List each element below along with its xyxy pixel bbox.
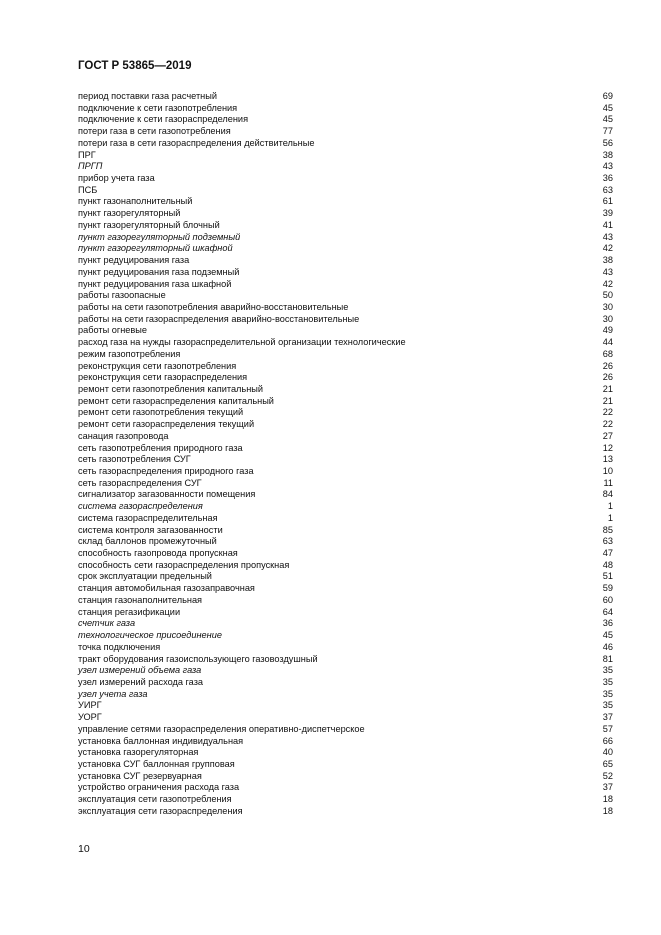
index-entry bbox=[78, 138, 613, 150]
alphabetical-index bbox=[78, 91, 613, 818]
index-term: технологическое присоединение bbox=[78, 630, 222, 641]
index-page-ref: 56 bbox=[602, 137, 613, 148]
index-page-ref: 50 bbox=[602, 290, 613, 301]
index-entry bbox=[78, 665, 613, 677]
index-page-ref: 30 bbox=[602, 313, 613, 324]
index-entry bbox=[78, 771, 613, 783]
index-entry bbox=[78, 384, 613, 396]
index-entry bbox=[78, 361, 613, 373]
index-entry bbox=[78, 196, 613, 208]
index-page-ref: 84 bbox=[602, 489, 613, 500]
index-entry bbox=[78, 583, 613, 595]
index-term: способность сети газораспределения пропускная bbox=[78, 559, 290, 570]
index-page-ref: 35 bbox=[602, 700, 613, 711]
index-entry bbox=[78, 548, 613, 560]
index-entry bbox=[78, 290, 613, 302]
index-entry bbox=[78, 782, 613, 794]
index-entry bbox=[78, 489, 613, 501]
index-page-ref: 26 bbox=[602, 360, 613, 371]
index-page-ref: 69 bbox=[602, 91, 613, 101]
index-term: расход газа на нужды газораспределительной организации технологические bbox=[78, 337, 406, 348]
index-term: ремонт сети газопотребления текущий bbox=[78, 407, 244, 418]
index-term: система газораспределительная bbox=[78, 512, 218, 523]
index-page-ref: 59 bbox=[602, 583, 613, 594]
index-entry bbox=[78, 419, 613, 431]
index-page-ref: 60 bbox=[602, 594, 613, 605]
index-entry bbox=[78, 443, 613, 455]
index-entry bbox=[78, 677, 613, 689]
index-page-ref: 45 bbox=[602, 630, 613, 641]
index-entry bbox=[78, 267, 613, 279]
index-entry bbox=[78, 114, 613, 126]
index-term: управление сетями газораспределения оперативно-диспетчерское bbox=[78, 723, 365, 734]
index-entry bbox=[78, 396, 613, 408]
index-term: сеть газопотребления природного газа bbox=[78, 442, 243, 453]
index-page-ref: 22 bbox=[602, 419, 613, 430]
index-page-ref: 38 bbox=[602, 255, 613, 266]
index-term: ПСБ bbox=[78, 184, 98, 195]
index-page-ref: 85 bbox=[602, 524, 613, 535]
index-page-ref: 61 bbox=[602, 196, 613, 207]
index-page-ref: 36 bbox=[602, 173, 613, 184]
index-entry bbox=[78, 466, 613, 478]
index-term: пункт газорегуляторный bbox=[78, 208, 181, 219]
index-term: эксплуатация сети газораспределения bbox=[78, 805, 243, 816]
index-entry bbox=[78, 220, 613, 232]
index-page-ref: 46 bbox=[602, 641, 613, 652]
index-term: работы на сети газопотребления аварийно-восстановительные bbox=[78, 301, 349, 312]
index-term: станция газонаполнительная bbox=[78, 594, 203, 605]
index-term: пункт редуцирования газа подземный bbox=[78, 266, 240, 277]
index-page-ref: 66 bbox=[602, 735, 613, 746]
index-page-ref: 21 bbox=[602, 395, 613, 406]
index-term: прибор учета газа bbox=[78, 173, 155, 184]
index-entry bbox=[78, 407, 613, 419]
index-term: санация газопровода bbox=[78, 430, 169, 441]
index-entry bbox=[78, 173, 613, 185]
index-page-ref: 13 bbox=[602, 454, 613, 465]
index-page-ref: 26 bbox=[602, 372, 613, 383]
index-term: УИРГ bbox=[78, 700, 102, 711]
index-page-ref: 35 bbox=[602, 665, 613, 676]
index-term: установка СУГ резервуарная bbox=[78, 770, 202, 781]
index-page-ref: 35 bbox=[602, 688, 613, 699]
index-entry bbox=[78, 571, 613, 583]
index-page-ref: 47 bbox=[602, 548, 613, 559]
index-term: сеть газопотребления СУГ bbox=[78, 454, 191, 465]
index-term: срок эксплуатации предельный bbox=[78, 571, 212, 582]
index-entry bbox=[78, 806, 613, 818]
index-entry bbox=[78, 536, 613, 548]
index-entry bbox=[78, 454, 613, 466]
index-page-ref: 68 bbox=[602, 348, 613, 359]
index-term: счетчик газа bbox=[78, 618, 136, 629]
index-term: установка баллонная индивидуальная bbox=[78, 735, 244, 746]
index-term: устройство ограничения расхода газа bbox=[78, 782, 240, 793]
index-term: эксплуатация сети газопотребления bbox=[78, 794, 232, 805]
index-term: реконструкция сети газопотребления bbox=[78, 360, 237, 371]
index-page-ref: 43 bbox=[602, 266, 613, 277]
index-term: установка СУГ баллонная групповая bbox=[78, 758, 235, 769]
index-page-ref: 39 bbox=[602, 208, 613, 219]
index-term: способность газопровода пропускная bbox=[78, 548, 238, 559]
index-entry bbox=[78, 232, 613, 244]
index-entry bbox=[78, 325, 613, 337]
index-entry bbox=[78, 91, 613, 103]
index-entry bbox=[78, 337, 613, 349]
index-term: подключение к сети газораспределения bbox=[78, 114, 249, 125]
index-page-ref: 48 bbox=[602, 559, 613, 570]
index-term: пункт газорегуляторный шкафной bbox=[78, 243, 233, 254]
index-term: станция автомобильная газозаправочная bbox=[78, 583, 255, 594]
index-entry bbox=[78, 525, 613, 537]
index-entry bbox=[78, 654, 613, 666]
index-page-ref: 63 bbox=[602, 536, 613, 547]
index-entry bbox=[78, 255, 613, 267]
index-page-ref: 64 bbox=[602, 606, 613, 617]
index-entry bbox=[78, 724, 613, 736]
index-term: ПРГ bbox=[78, 149, 96, 160]
index-term: работы огневые bbox=[78, 325, 147, 336]
index-term: узел измерений расхода газа bbox=[78, 676, 204, 687]
index-term: узел учета газа bbox=[78, 688, 148, 699]
index-page-ref: 49 bbox=[602, 325, 613, 336]
index-term: сеть газораспределения СУГ bbox=[78, 477, 202, 488]
index-page-ref: 18 bbox=[602, 794, 613, 805]
index-page-ref: 45 bbox=[602, 102, 613, 113]
index-term: система газораспределения bbox=[78, 501, 203, 512]
index-entry bbox=[78, 243, 613, 255]
index-page-ref: 52 bbox=[602, 770, 613, 781]
index-page-ref: 81 bbox=[602, 653, 613, 664]
index-term: установка газорегуляторная bbox=[78, 747, 199, 758]
index-page-ref: 44 bbox=[602, 337, 613, 348]
index-entry bbox=[78, 349, 613, 361]
index-term: ремонт сети газораспределения капитальный bbox=[78, 395, 274, 406]
index-term: режим газопотребления bbox=[78, 348, 181, 359]
index-entry bbox=[78, 607, 613, 619]
index-page-ref: 11 bbox=[603, 477, 613, 488]
index-page-ref: 42 bbox=[602, 243, 613, 254]
index-page-ref: 65 bbox=[602, 758, 613, 769]
index-page-ref: 43 bbox=[602, 161, 613, 172]
index-term: пункт газонаполнительный bbox=[78, 196, 193, 207]
index-page-ref: 21 bbox=[602, 383, 613, 394]
index-entry bbox=[78, 759, 613, 771]
index-page-ref: 27 bbox=[602, 430, 613, 441]
index-entry bbox=[78, 700, 613, 712]
index-page-ref: 42 bbox=[602, 278, 613, 289]
index-entry bbox=[78, 431, 613, 443]
index-entry bbox=[78, 314, 613, 326]
index-entry bbox=[78, 103, 613, 115]
index-term: потери газа в сети газопотребления bbox=[78, 126, 231, 137]
index-term: пункт газорегуляторный подземный bbox=[78, 231, 241, 242]
index-term: период поставки газа расчетный bbox=[78, 91, 217, 101]
index-entry bbox=[78, 150, 613, 162]
index-page-ref: 18 bbox=[602, 805, 613, 816]
index-page-ref: 51 bbox=[602, 571, 613, 582]
index-page-ref: 36 bbox=[602, 618, 613, 629]
index-term: сигнализатор загазованности помещения bbox=[78, 489, 256, 500]
index-term: работы на сети газораспределения аварийно-восстановительные bbox=[78, 313, 360, 324]
index-page-ref: 40 bbox=[602, 747, 613, 758]
index-page-ref: 37 bbox=[602, 712, 613, 723]
index-page-ref: 10 bbox=[602, 466, 613, 476]
index-entry bbox=[78, 478, 613, 490]
index-term: склад баллонов промежуточный bbox=[78, 536, 217, 547]
index-page-ref: 63 bbox=[602, 184, 613, 195]
index-term: ПРГП bbox=[78, 161, 103, 172]
index-page-ref: 35 bbox=[602, 676, 613, 687]
index-term: тракт оборудования газоиспользующего газовоздушный bbox=[78, 653, 318, 664]
index-term: УОРГ bbox=[78, 712, 102, 723]
index-entry bbox=[78, 560, 613, 572]
index-entry bbox=[78, 642, 613, 654]
index-term: подключение к сети газопотребления bbox=[78, 102, 238, 113]
page-number: 10 bbox=[78, 843, 90, 855]
index-page-ref: 1 bbox=[607, 501, 613, 512]
index-entry bbox=[78, 513, 613, 525]
index-entry bbox=[78, 712, 613, 724]
index-entry bbox=[78, 630, 613, 642]
index-page-ref: 30 bbox=[602, 301, 613, 312]
index-term: пункт редуцирования газа bbox=[78, 255, 190, 266]
index-entry bbox=[78, 794, 613, 806]
index-entry bbox=[78, 736, 613, 748]
index-entry bbox=[78, 618, 613, 630]
index-page-ref: 45 bbox=[602, 114, 613, 125]
index-term: работы газоопасные bbox=[78, 290, 166, 301]
index-term: реконструкция сети газораспределения bbox=[78, 372, 248, 383]
index-term: станция регазификации bbox=[78, 606, 181, 617]
index-entry bbox=[78, 595, 613, 607]
index-page-ref: 38 bbox=[602, 149, 613, 160]
index-term: сеть газораспределения природного газа bbox=[78, 466, 254, 476]
index-page-ref: 37 bbox=[602, 782, 613, 793]
index-term: ремонт сети газопотребления капитальный bbox=[78, 383, 264, 394]
index-entry bbox=[78, 185, 613, 197]
index-term: точка подключения bbox=[78, 641, 161, 652]
index-entry bbox=[78, 126, 613, 138]
index-page-ref: 57 bbox=[602, 723, 613, 734]
index-term: узел измерений объема газа bbox=[78, 665, 202, 676]
index-entry bbox=[78, 302, 613, 314]
index-term: пункт газорегуляторный блочный bbox=[78, 219, 220, 230]
index-page-ref: 43 bbox=[602, 231, 613, 242]
index-term: пункт редуцирования газа шкафной bbox=[78, 278, 232, 289]
index-entry bbox=[78, 208, 613, 220]
index-term: ремонт сети газораспределения текущий bbox=[78, 419, 255, 430]
index-page-ref: 12 bbox=[602, 442, 613, 453]
index-page-ref: 1 bbox=[607, 512, 613, 523]
index-term: система контроля загазованности bbox=[78, 524, 223, 535]
index-entry bbox=[78, 501, 613, 513]
index-term: потери газа в сети газораспределения действительные bbox=[78, 137, 315, 148]
document-header: ГОСТ Р 53865—2019 bbox=[78, 60, 192, 72]
index-entry bbox=[78, 689, 613, 701]
index-entry bbox=[78, 372, 613, 384]
index-entry bbox=[78, 747, 613, 759]
index-page-ref: 22 bbox=[602, 407, 613, 418]
index-page-ref: 41 bbox=[602, 219, 613, 230]
index-entry bbox=[78, 161, 613, 173]
index-page-ref: 77 bbox=[602, 126, 613, 137]
index-entry bbox=[78, 279, 613, 291]
